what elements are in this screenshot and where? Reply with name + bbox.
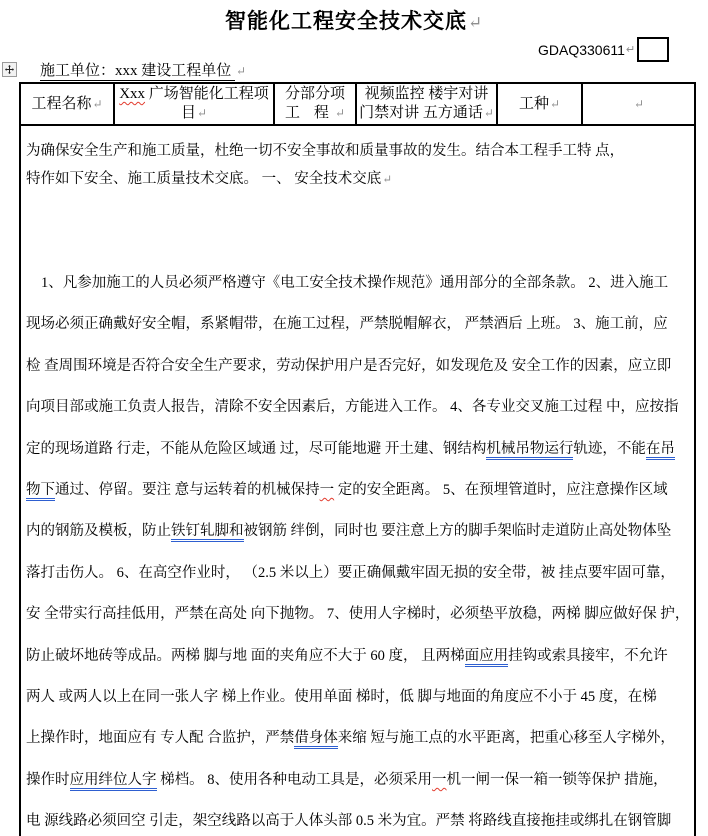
- proofing-marked-text: 一: [319, 482, 335, 499]
- text-run: 安 全带实行高挂低用，严禁在高处 向下抛物。 7、使用人字梯时，必须垫平放稳，两梯 脚应做好保 护，: [26, 606, 690, 623]
- paragraph-mark: ↵: [633, 96, 645, 111]
- text-run: 通过、停留。要注 意与运转着的机械保持: [55, 482, 320, 499]
- proofing-marked-text: 在吊: [646, 441, 675, 460]
- text-run: 内的钢筋及模板，防止: [26, 523, 171, 540]
- proofing-marked-text: 机械吊物运行: [486, 441, 573, 460]
- paragraph-mark: ↵: [92, 96, 103, 111]
- text-run: 定的安全距离。 5、在预埋管道时，应注意操作区域: [334, 482, 668, 499]
- proofing-marked-text: 物下: [26, 482, 55, 501]
- text-line: [26, 263, 692, 304]
- text-run: 防止破坏地砖等成品。两梯 脚与地 面的夹角应不大于 60 度， 且两梯: [26, 647, 465, 664]
- cell-project-name-label: [21, 84, 115, 124]
- paragraph-mark: ↵: [236, 64, 247, 78]
- paragraph-mark: ↵: [483, 106, 494, 120]
- text-line: [115, 104, 273, 123]
- text-line: [275, 104, 355, 123]
- text-run: 电 源线路必须回空 引走，架空线路以高于人体头部 0.5 米为宜。严禁 将路线直接拖挂或绑扎在钢管脚: [26, 813, 672, 830]
- paragraph-mark: ↵: [467, 13, 484, 32]
- text-run: 检 查周围环境是否符合安全生产要求，劳动保护用户是否完好，如发现危及 安全工作的因素，应立即: [26, 357, 672, 374]
- text-line: [275, 85, 355, 104]
- text-line: [26, 470, 692, 511]
- text-line: [26, 138, 692, 166]
- cell-project-name-value: [115, 84, 275, 124]
- text-line: [26, 718, 692, 759]
- text-line: [26, 511, 692, 552]
- proofing-marked-text: 一: [432, 771, 447, 788]
- text-run: 落打击伤人。 6、在高空作业时， （2.5 米以上）要正确佩戴牢固无损的安全带，被 挂点要牢固可靠，: [26, 564, 675, 581]
- cell-subdivision-work-label: [275, 84, 357, 124]
- construction-unit-line: [40, 59, 246, 80]
- text-line: [26, 677, 692, 718]
- text-run: 广场智能化工程项: [145, 86, 269, 102]
- text-run: 现场必须正确戴好安全帽，系紧帽带，在施工过程，严禁脱帽解衣， 严禁酒后 上班。 3、施工前，应: [26, 316, 668, 333]
- blank-space: [26, 193, 692, 263]
- text-run: 工种: [518, 95, 549, 112]
- page-title: [0, 5, 708, 35]
- cell-subdivision-work-value: [357, 84, 498, 124]
- construction-unit-text: 施工单位：xxx 建设工程单位: [40, 63, 236, 79]
- text-run: 上操作时，地面应有 专人配 合监护，严禁: [26, 730, 295, 747]
- text-line: [498, 95, 581, 114]
- text-run: 被钢筋 绊倒，同时也 要注意上方的脚手架临时走道防止高处物体坠: [243, 523, 672, 540]
- disclosure-body-cell[interactable]: [21, 126, 694, 836]
- proofing-marked-text: 面应用: [465, 648, 509, 667]
- text-run: 特作如下安全、施工质量技术交底。 一、 安全技术交底: [26, 170, 382, 187]
- text-run: 轨迹，不能: [573, 440, 646, 457]
- text-run: 分部分项: [284, 86, 345, 102]
- text-run: 1、凡参加施工的人员必须严格遵守《电工安全技术操作规范》通用部分的全部条款。 2、进入施工: [41, 275, 669, 291]
- text-run: 两人 或两人以上在同一张人字 梯上作业。使用单面 梯时，低 脚与地面的角度应不小于 45 度，在梯: [26, 689, 657, 706]
- text-line: [583, 95, 694, 114]
- proofing-marked-text: 铁钉轧脚和: [171, 523, 244, 542]
- text-run: 向项目部或施工负责人报告，清除不安全因素后，方能进入工作。 4、各专业交叉施工过程 中，应按指: [26, 399, 679, 416]
- cell-work-type-value: [583, 84, 694, 124]
- disclosure-table: [19, 82, 696, 836]
- text-line: [26, 429, 692, 470]
- text-line: [26, 387, 692, 428]
- four-way-arrow-icon: [5, 65, 14, 74]
- table-header-row: [21, 84, 694, 126]
- text-run: 梯档。 8、使用各种电动工具是，必须采用: [156, 771, 432, 788]
- text-run: 机一闸一保一箱一锁等保护 措施，: [446, 771, 668, 788]
- text-line: [357, 85, 496, 104]
- text-run: 来缩 短与施工点的水平距离，把重心移至人字梯外，: [337, 730, 675, 747]
- doc-code-box[interactable]: [637, 37, 669, 62]
- paragraph-mark: ↵: [625, 44, 636, 56]
- text-run: 工 程: [285, 105, 334, 121]
- text-run: 为确保安全生产和施工质量，杜绝一切不安全事故和质量事故的发生。结合本工程手工特 点，: [26, 143, 625, 159]
- paragraph-mark: ↵: [549, 96, 561, 111]
- page-title-text: 智能化工程安全技术交底: [224, 9, 467, 33]
- text-run: 门禁对讲 五方通话: [359, 105, 483, 121]
- text-line: [26, 304, 692, 345]
- text-line: [26, 636, 692, 677]
- text-line: [26, 760, 692, 801]
- doc-code: GDAQ330611: [538, 41, 625, 58]
- proofing-marked-text: Xxx: [119, 86, 146, 102]
- doc-code-row: [538, 37, 669, 62]
- intro-paragraph: [26, 138, 692, 193]
- paragraph-mark: ↵: [196, 106, 208, 120]
- text-line: [26, 801, 692, 836]
- cell-work-type-label: [498, 84, 583, 124]
- text-run: 操作时: [26, 771, 70, 788]
- text-run: 定的现场道路 行走，不能从危险区域通 过，尽可能地避 开土建、钢结构: [26, 440, 487, 457]
- text-line: [26, 553, 692, 594]
- text-line: [26, 166, 692, 194]
- text-run: 视频监控 楼宇对讲: [364, 86, 489, 102]
- text-run: 工程名称: [31, 95, 92, 112]
- table-move-handle-icon[interactable]: [2, 62, 17, 77]
- safety-items-paragraph: [26, 263, 692, 836]
- text-line: [26, 346, 692, 387]
- text-line: [21, 95, 113, 114]
- text-run: 目: [180, 105, 196, 121]
- text-line: [357, 104, 496, 123]
- proofing-marked-text: 应用绊位人字: [70, 772, 157, 791]
- paragraph-mark: ↵: [334, 106, 345, 120]
- text-run: 挂钩或索具接牢，不允许: [508, 647, 668, 664]
- proofing-marked-text: 借身体: [294, 730, 338, 749]
- text-line: [115, 85, 273, 104]
- paragraph-mark: ↵: [382, 172, 392, 186]
- text-line: [26, 594, 692, 635]
